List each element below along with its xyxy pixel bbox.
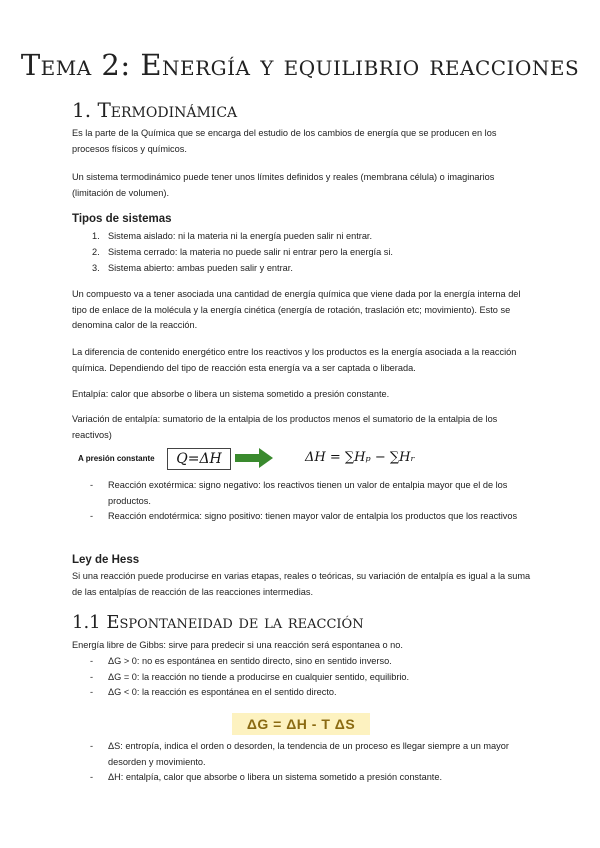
section-heading-espontaneidad: 1.1 Espontaneidad de la reacción — [72, 612, 364, 633]
system-types-list — [92, 229, 393, 276]
paragraph-energy-difference: La diferencia de contenido energético entre los reactivos y los productos es la energía asociada a la reacción química. Dependiendo del tipo de reacción esta energía va a ser captada o liberada. — [72, 347, 517, 373]
list-item: - ΔG > 0: no es espontánea en sentido directo, sino en sentido inverso. — [90, 656, 392, 666]
gibbs-equation: ΔG = ΔH - T ΔS — [232, 713, 370, 735]
paragraph-chemical-energy: Un compuesto va a tener asociada una cantidad de energía química que viene dada por la energía interna del tipo de enlace de la molécula y la energía cinética (energía de rotación, traslación etc; movimiento). Esto se denomina calor de la reacción. — [72, 289, 521, 331]
enthalpy-formula-row — [72, 446, 542, 472]
subheading-ley-hess: Ley de Hess — [72, 554, 140, 566]
list-item: 1. Sistema aislado: ni la materia ni la energía pueden salir ni entrar. — [92, 231, 373, 241]
gibbs-terms-list — [90, 739, 530, 786]
page-title: Tema 2: Energía y equilibrio reacciones — [20, 48, 580, 82]
gibbs-cases-list — [90, 654, 530, 701]
list-item: - ΔH: entalpía, calor que absorbe o libera un sistema sometido a presión constante. — [90, 772, 443, 783]
list-item: - ΔG < 0: la reacción es espontánea en el sentido directo. — [90, 687, 337, 698]
section-heading-termodinamica: 1. Termodinámica — [72, 98, 238, 122]
list-item: 3. Sistema abierto: ambas pueden salir y entrar. — [92, 262, 293, 273]
reaction-types-list — [90, 478, 530, 525]
constant-pressure-label: A presión constante — [78, 454, 155, 463]
list-item: 2. Sistema cerrado: la materia no puede salir ni entrar pero la energía si. — [92, 246, 393, 257]
paragraph-hess: Si una reacción puede producirse en varias etapas, reales o teóricas, su variación de entalpía es igual a la suma de las entalpías de reacción de las reacciones intermedias. — [72, 571, 531, 597]
list-item: - ΔS: entropía, indica el orden o desorden, la tendencia de un proceso es llegar siempre a un mayor desorden y movimiento. — [90, 741, 509, 767]
paragraph-enthalpy: Entalpía: calor que absorbe o libera un sistema sometido a presión constante. — [72, 389, 390, 399]
paragraph-definition: Es la parte de la Química que se encarga del estudio de los cambios de energía que se producen en los procesos físicos y químicos. — [72, 128, 497, 154]
list-item: - Reacción exotérmica: signo negativo: los reactivos tienen un valor de entalpia mayor que el de los productos. — [90, 480, 508, 506]
list-item: - Reacción endotérmica: signo positivo: tienen mayor valor de entalpia los productos que los reactivos — [90, 511, 518, 522]
subheading-tipos-sistemas: Tipos de sistemas — [72, 213, 172, 225]
paragraph-gibbs: Energía libre de Gibbs: sirve para predecir si una reacción será espontanea o no. — [72, 640, 403, 650]
paragraph-enthalpy-variation: Variación de entalpía: sumatorio de la entalpia de los productos menos el sumatorio de la entalpia de los reactivos) — [72, 414, 498, 440]
enthalpy-variation-equation: ΔH = ∑Hₚ − ∑Hᵣ — [305, 450, 415, 465]
paragraph-system: Un sistema termodinámico puede tener unos límites definidos y reales (membrana célula) o imaginarios (limitación de volumen). — [72, 172, 495, 198]
right-arrow-icon — [235, 446, 275, 470]
heat-enthalpy-box: Q=ΔH — [167, 448, 231, 470]
list-item: - ΔG = 0: la reacción no tiende a producirse en cualquier sentido, equilibrio. — [90, 671, 410, 682]
